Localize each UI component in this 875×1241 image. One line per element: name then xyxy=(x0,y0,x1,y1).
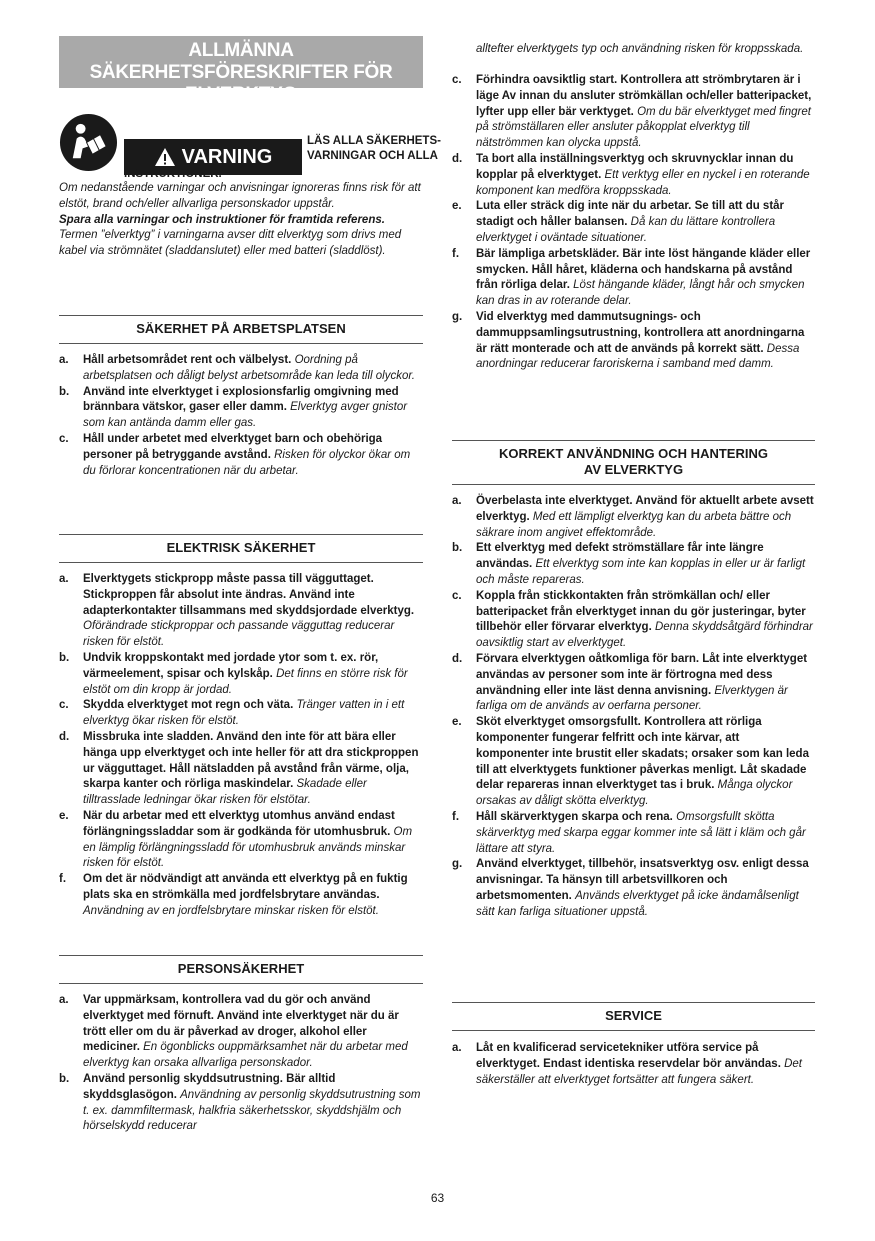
list-item-explanation: Oförändrade stickproppar och passande vägguttag reducerar risken för elstöt. xyxy=(83,620,395,649)
list-item-instruction: Skydda elverktyget mot regn och väta. xyxy=(83,699,294,712)
section-heading-service: SERVICE xyxy=(452,1002,815,1031)
list-item-body xyxy=(83,572,423,651)
list-item-explanation: Dessa anordningar reducerar faroriskerna i samband med damm. xyxy=(476,342,800,371)
list-item-explanation: Används elverktyget på icke ändamålsenligt sätt kan farliga situationer uppstå. xyxy=(476,889,799,918)
list-item xyxy=(59,730,423,809)
list-item xyxy=(59,353,423,385)
section-heading-electrical: ELEKTRISK SÄKERHET xyxy=(59,534,423,563)
personal-list xyxy=(59,993,423,1135)
personal-continuation: alltefter elverktygets typ och användning risken för kroppsskada. xyxy=(476,43,804,55)
list-item-body xyxy=(83,809,423,872)
list-item-marker: d. xyxy=(452,152,463,165)
list-item-instruction: Var uppmärksam, kontrollera vad du gör och använd elverktyget med förnuft. Använd inte elverktyget när du är trött eller om du är påverkad av droger, alkohol eller mediciner. xyxy=(83,994,399,1054)
section-heading-use-line1: KORREKT ANVÄNDNING OCH HANTERING xyxy=(499,446,768,461)
list-item-explanation: Oordning på arbetsplatsen och dåligt belyst arbetsområde kan leda till olyckor. xyxy=(83,354,415,382)
list-item-explanation: En ögonblicks ouppmärksamhet när du arbetar med elverktyg kan orsaka allvarliga personskador. xyxy=(83,1041,408,1070)
warning-heading-line2: VARNINGAR OCH ALLA xyxy=(307,150,438,162)
list-item-body xyxy=(476,73,815,152)
list-item-explanation: Det säkerställer att elverktyget fortsätter att fungera säkert. xyxy=(476,1057,802,1086)
list-item xyxy=(452,1041,815,1088)
list-item-marker: d. xyxy=(59,730,70,743)
list-item-instruction: Vid elverktyg med dammutsugnings- och dammuppsamlingsutrustning, kontrollera att anordningarna är rätt monterade och att de används på korrekt sätt. xyxy=(476,310,805,355)
section-heading-work-area: SÄKERHET PÅ ARBETSPLATSEN xyxy=(59,315,423,344)
list-item-instruction: Om det är nödvändigt att använda ett elverktyg på en fuktig plats ska en strömkälla med jordfelsbrytare användas. xyxy=(83,873,408,901)
list-item-instruction: Elverktygets stickpropp måste passa till vägguttaget. Stickproppen får absolut inte ändras. Använd inte adapterkontakter tillsammans med skyddsjordade elverktyg. xyxy=(83,573,415,617)
list-item-body xyxy=(83,730,423,809)
list-item-body xyxy=(476,1041,815,1088)
list-item-body xyxy=(476,199,815,246)
list-item-instruction: Håll under arbetet med elverktyget barn och obehöriga personer på betryggande avstånd. xyxy=(83,432,383,461)
list-item-instruction: Låt en kvalificerad servicetekniker utföra service på elverktyget. Endast identiska reservdelar bör användas. xyxy=(476,1042,781,1070)
list-item-body xyxy=(83,872,423,919)
list-item xyxy=(452,247,815,310)
warning-text-1: Om nedanstående varningar och anvisningar ignoreras finns risk för att elstöt, brand och/eller allvarliga personskador uppstår. xyxy=(59,182,421,210)
list-item-explanation: Elverktyg avger gnistor som kan antända damm eller gas. xyxy=(83,401,408,430)
warning-heading-line3: INSTRUKTIONER. xyxy=(124,168,222,180)
list-item-marker: a. xyxy=(452,1042,462,1054)
warning-triangle-icon xyxy=(154,147,176,167)
section-heading-use xyxy=(452,440,815,485)
list-item xyxy=(59,698,423,730)
section-heading-use-line2: AV ELVERKTYG xyxy=(583,462,684,477)
list-item xyxy=(59,572,423,651)
list-item xyxy=(59,809,423,872)
list-item-marker: e. xyxy=(59,809,69,822)
read-manual-icon xyxy=(59,113,118,172)
list-item xyxy=(452,73,815,152)
list-item-explanation: Denna skyddsåtgärd förhindrar oavsiktlig start av elverktyget. xyxy=(476,621,813,650)
list-item-instruction: Bär lämpliga arbetskläder. Bär inte löst hängande kläder eller smycken. Håll håret, kläderna och handskarna på avstånd från rörliga delar. xyxy=(476,247,811,292)
warning-text-3: Termen ”elverktyg” i varningarna avser ditt elverktyg som drivs med kabel via strömnätet (sladdanslutet) eller med batteri (sladdlöst). xyxy=(59,229,402,258)
list-item-marker: b. xyxy=(59,1072,70,1085)
list-item-explanation: Många olyckor orsakas av dåligt skötta elverktyg. xyxy=(476,779,793,808)
list-item-marker: c. xyxy=(59,699,69,712)
list-item-marker: d. xyxy=(452,652,463,665)
list-item-explanation: Det finns en större risk för elstöt om din kropp är jordad. xyxy=(83,667,408,696)
list-item-body xyxy=(83,651,423,698)
work-area-list xyxy=(59,353,423,479)
list-item-explanation: Elverktygen är farliga om de används av oerfarna personer. xyxy=(476,684,788,713)
list-item-explanation: Användning av en jordfelsbrytare minskar risken för elstöt. xyxy=(83,904,379,917)
list-item xyxy=(59,993,423,1072)
list-item-explanation: Skadade eller tilltrasslade ledningar ökar risken för elstötar. xyxy=(83,778,367,807)
list-item xyxy=(452,310,815,373)
list-item-marker: b. xyxy=(59,651,70,664)
list-item-explanation: Då kan du lättare kontrollera elverktyget i oväntade situationer. xyxy=(476,216,776,244)
list-item-body xyxy=(476,810,815,857)
list-item-marker: f. xyxy=(452,247,460,260)
list-item-marker: b. xyxy=(59,385,70,398)
list-item-explanation: Användning av personlig skyddsutrustning som t. ex. dammfiltermask, halkfria säkerhetsskor, skyddshjälm och hörselskydd reducerar xyxy=(83,1088,421,1133)
list-item xyxy=(59,1072,423,1135)
list-item-marker: e. xyxy=(452,716,462,729)
list-item-body xyxy=(476,152,815,199)
warning-heading-line1: LÄS ALLA SÄKERHETS- xyxy=(307,135,441,147)
page-title-text: ALLMÄNNA SÄKERHETSFÖRESKRIFTER FÖR ELVERKTYG xyxy=(89,40,393,105)
list-item-marker: b. xyxy=(452,542,463,555)
list-item-marker: f. xyxy=(452,810,460,823)
list-item-marker: c. xyxy=(59,432,69,445)
list-item-instruction: Använd personlig skyddsutrustning. Bär alltid skyddsglasögon. xyxy=(83,1072,336,1101)
personal-list-continued xyxy=(452,73,815,373)
list-item-instruction: Sköt elverktyget omsorgsfullt. Kontrollera att rörliga komponenter fungerar felfritt och inte kärvar, att komponenter inte brustit eller skadats; orsaker som kan leda till att elverktygets funktioner påverkas menligt. Låt skadade delar repareras innan elverktyget tas i bruk. xyxy=(476,716,809,792)
list-item-explanation: Risken för olyckor ökar om du förlorar koncentrationen när du arbetar. xyxy=(83,448,411,477)
list-item-instruction: Håll skärverktygen skarpa och rena. xyxy=(476,810,673,823)
list-item-explanation: Omsorgsfullt skötta skärverktyg med skarpa eggar kommer inte så lätt i kläm och går lättare att styra. xyxy=(476,810,806,855)
list-item-marker: c. xyxy=(452,74,462,86)
section-heading-personal: PERSONSÄKERHET xyxy=(59,955,423,984)
list-item-explanation: Ett verktyg eller en nyckel i en roterande komponent kan medföra kroppsskada. xyxy=(476,168,810,197)
list-item xyxy=(452,199,815,246)
warning-intro xyxy=(59,181,423,260)
list-item xyxy=(59,872,423,919)
list-item-body xyxy=(83,698,423,730)
list-item-marker: a. xyxy=(59,573,69,585)
list-item-marker: g. xyxy=(452,310,463,323)
list-item xyxy=(59,651,423,698)
service-list xyxy=(452,1041,815,1088)
list-item-instruction: Använd elverktyget, tillbehör, insatsverktyg osv. enligt dessa anvisningar. Ta hänsyn till arbetsvillkoren och arbetsmomenten. xyxy=(476,858,809,902)
list-item-marker: a. xyxy=(452,495,462,507)
list-item-explanation: Tränger vatten in i ett elverktyg ökar risken för elstöt. xyxy=(83,699,405,728)
list-item xyxy=(452,494,815,541)
list-item-body xyxy=(83,993,423,1072)
list-item-instruction: Luta eller sträck dig inte när du arbetar. Se till att du står stadigt och håller balansen. xyxy=(476,200,785,229)
list-item-instruction: Ta bort alla inställningsverktyg och skruvnycklar innan du kopplar på elverktyget. xyxy=(476,152,794,181)
list-item-body xyxy=(476,310,815,373)
electrical-list xyxy=(59,572,423,920)
list-item-instruction: Missbruka inte sladden. Använd den inte för att bära eller hänga upp elverktyget och inte heller för att dra stickproppen ur vägguttaget. Håll nätsladden på avstånd från värme, olja, skarpa kanter och rörliga maskindelar. xyxy=(83,730,419,791)
list-item-body xyxy=(476,589,815,652)
list-item-instruction: Koppla från stickkontakten från strömkällan och/ eller batteripacket från elverktyget innan du gör justeringar, byter tillbehör eller förvarar elverktyg. xyxy=(476,589,806,634)
page-number: 63 xyxy=(430,1191,445,1205)
list-item xyxy=(452,810,815,857)
list-item xyxy=(452,652,815,715)
list-item-instruction: Ett elverktyg med defekt strömställare får inte längre användas. xyxy=(476,542,764,571)
list-item-instruction: När du arbetar med ett elverktyg utomhus använd endast förlängningssladdar som är godkända för utomhusbruk. xyxy=(83,809,395,838)
list-item-body xyxy=(83,385,423,432)
list-item-instruction: Överbelasta inte elverktyget. Använd för aktuellt arbete avsett elverktyg. xyxy=(476,495,814,523)
list-item-body xyxy=(83,1072,423,1135)
list-item-explanation: Ett elverktyg som inte kan kopplas in eller ur är farligt och måste repareras. xyxy=(476,558,806,586)
list-item-instruction: Undvik kroppskontakt med jordade ytor som t. ex. rör, värmeelement, spisar och kylskåp. xyxy=(83,651,379,680)
list-item xyxy=(452,152,815,199)
list-item-marker: a. xyxy=(59,354,69,366)
list-item-marker: a. xyxy=(59,994,69,1006)
list-item-explanation: Om en lämplig förlängningssladd för utomhusbruk används minskar risken för elstöt. xyxy=(83,825,413,870)
list-item-marker: g. xyxy=(452,858,463,871)
list-item-marker: e. xyxy=(452,200,462,213)
list-item-body xyxy=(83,432,423,479)
list-item-explanation: Om du bär elverktyget med fingret på strömställaren eller ansluter påkopplat elverktyg till nätströmmen kan olycka uppstå. xyxy=(476,105,811,150)
list-item xyxy=(452,715,815,810)
list-item-marker: c. xyxy=(452,589,462,602)
list-item-body xyxy=(476,247,815,310)
list-item xyxy=(452,541,815,588)
list-item-explanation: Löst hängande kläder, långt hår och smycken kan dras in av roterande delar. xyxy=(476,279,805,308)
list-item-body xyxy=(476,652,815,715)
list-item-body xyxy=(476,494,815,541)
list-item xyxy=(452,589,815,652)
list-item xyxy=(59,432,423,479)
list-item-instruction: Förvara elverktygen oåtkomliga för barn. Låt inte elverktyget användas av personer som inte är förtrogna med dess användning eller inte läst denna anvisning. xyxy=(476,652,808,697)
warning-heading xyxy=(307,134,467,164)
list-item xyxy=(452,857,815,920)
list-item-body xyxy=(476,715,815,810)
warning-text-2: Spara alla varningar och instruktioner för framtida referens. xyxy=(59,213,385,226)
list-item-instruction: Håll arbetsområdet rent och välbelyst. xyxy=(83,354,292,366)
list-item-explanation: Med ett lämpligt elverktyg kan du arbeta bättre och säkrare inom angivet effektområde. xyxy=(476,510,792,539)
list-item-body xyxy=(476,857,815,920)
list-item-body xyxy=(476,541,815,588)
use-list xyxy=(452,494,815,921)
warning-badge-label: VARNING xyxy=(181,145,273,168)
list-item-marker: f. xyxy=(59,873,67,886)
list-item-body xyxy=(83,353,423,385)
list-item-instruction: Använd inte elverktyget i explosionsfarlig omgivning med brännbara vätskor, gaser eller damm. xyxy=(83,385,399,414)
list-item-instruction: Förhindra oavsiktlig start. Kontrollera att strömbrytaren är i läge Av innan du ansluter strömkällan och/eller batteripacket, lyfter upp eller bär verktyget. xyxy=(476,74,812,118)
page-title xyxy=(59,36,423,105)
list-item xyxy=(59,385,423,432)
